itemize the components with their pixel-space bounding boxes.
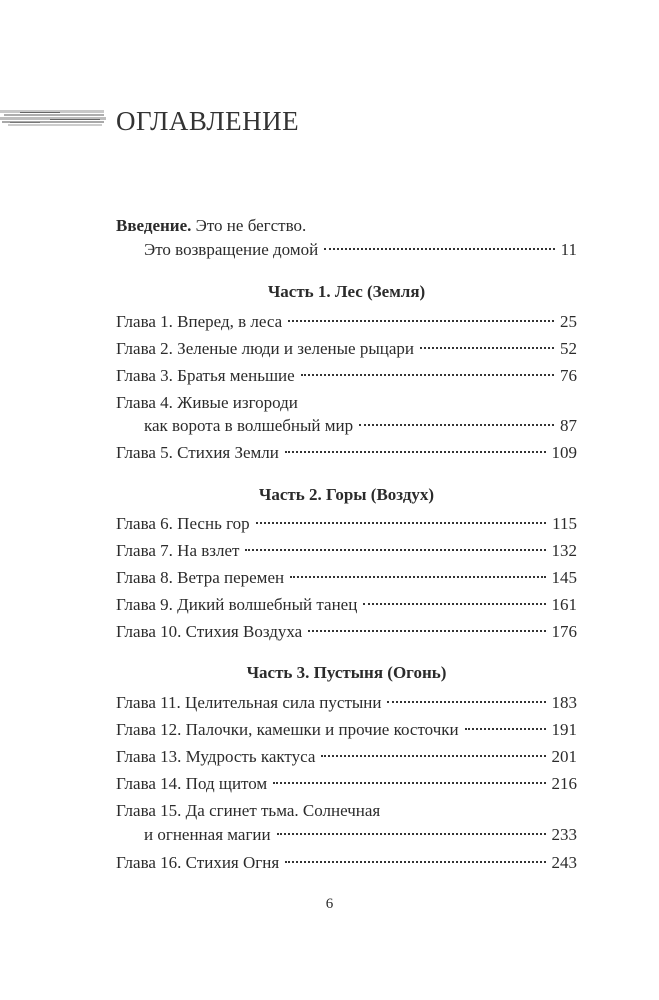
dot-leader — [359, 424, 554, 426]
intro-line-1[interactable] — [116, 216, 577, 238]
page-ref: 161 — [551, 595, 577, 614]
dot-leader — [277, 833, 546, 835]
page-ref: 132 — [551, 541, 577, 560]
dot-leader — [363, 603, 545, 605]
chapter-title-2: и огненная магии — [144, 825, 271, 844]
toc-entry[interactable] — [116, 774, 577, 796]
chapter-title: Глава 3. Братья меньшие — [116, 366, 295, 385]
toc-entry-line-2[interactable] — [116, 825, 577, 847]
toc-entry[interactable] — [116, 568, 577, 590]
toc-entry[interactable] — [116, 339, 577, 361]
toc-entry-line-1[interactable] — [116, 393, 577, 415]
dot-leader — [387, 701, 545, 703]
part-heading: Часть 2. Горы (Воздух) — [258, 485, 435, 504]
dot-leader — [290, 576, 545, 578]
toc-entry[interactable] — [116, 747, 577, 769]
dot-leader — [301, 374, 554, 376]
toc-entry[interactable] — [116, 514, 577, 536]
chapter-title: Глава 5. Стихия Земли — [116, 443, 279, 462]
page-number: 6 — [325, 896, 334, 912]
chapter-title: Глава 6. Песнь гор — [116, 514, 250, 533]
dot-leader — [321, 755, 545, 757]
page-ref: 109 — [551, 443, 577, 462]
page-ref: 115 — [552, 514, 577, 533]
part-heading: Часть 1. Лес (Земля) — [267, 282, 426, 301]
chapter-title: Глава 16. Стихия Огня — [116, 853, 280, 872]
dot-leader — [285, 451, 546, 453]
chapter-title: Глава 1. Вперед, в леса — [116, 312, 283, 331]
page-ref: 25 — [560, 312, 577, 331]
page-ref: 11 — [560, 240, 577, 259]
toc-entry[interactable] — [116, 622, 577, 644]
dot-leader — [245, 549, 545, 551]
dot-leader — [324, 248, 554, 250]
toc-entry[interactable] — [116, 541, 577, 563]
part-heading: Часть 3. Пустыня (Огонь) — [246, 663, 447, 682]
chapter-title: Глава 15. Да сгинет тьма. Солнечная — [116, 801, 381, 820]
toc-entry[interactable] — [116, 443, 577, 465]
intro-bold: Введение. — [116, 216, 192, 235]
chapter-title: Глава 2. Зеленые люди и зеленые рыцари — [116, 339, 415, 358]
toc-entry[interactable] — [116, 312, 577, 334]
dot-leader — [273, 782, 545, 784]
dot-leader — [285, 861, 545, 863]
page-ref: 233 — [551, 825, 577, 844]
dot-leader — [420, 347, 554, 349]
page-ref: 183 — [551, 693, 577, 712]
toc-entry[interactable] — [116, 366, 577, 388]
chapter-title: Глава 13. Мудрость кактуса — [116, 747, 316, 766]
toc-entry[interactable] — [116, 720, 577, 742]
page-ref: 243 — [551, 853, 577, 872]
dot-leader — [308, 630, 545, 632]
page-ref: 145 — [551, 568, 577, 587]
toc-entry[interactable] — [116, 693, 577, 715]
toc-heading: ОГЛАВЛЕНИЕ — [116, 106, 300, 136]
page-ref: 52 — [560, 339, 577, 358]
chapter-title: Глава 9. Дикий волшебный танец — [116, 595, 358, 614]
dot-leader — [288, 320, 554, 322]
page-ref: 201 — [551, 747, 577, 766]
page-ref: 76 — [560, 366, 577, 385]
toc-entry[interactable] — [116, 595, 577, 617]
toc-entry-line-1[interactable] — [116, 801, 577, 823]
page-ref: 216 — [551, 774, 577, 793]
page-ref: 176 — [551, 622, 577, 641]
toc-entry-line-2[interactable] — [116, 416, 577, 438]
brush-stroke-decoration — [0, 104, 106, 132]
chapter-title: Глава 12. Палочки, камешки и прочие косточки — [116, 720, 459, 739]
page-ref: 87 — [560, 416, 577, 435]
dot-leader — [256, 522, 547, 524]
dot-leader — [465, 728, 546, 730]
chapter-title: Глава 7. На взлет — [116, 541, 240, 560]
intro-title: Это не бегство. — [195, 216, 307, 235]
chapter-title: Глава 8. Ветра перемен — [116, 568, 285, 587]
intro-line-2[interactable] — [116, 240, 577, 262]
chapter-title: Глава 11. Целительная сила пустыни — [116, 693, 382, 712]
chapter-title: Глава 4. Живые изгороди — [116, 393, 298, 412]
chapter-title-2: как ворота в волшебный мир — [144, 416, 354, 435]
toc-entry[interactable] — [116, 853, 577, 875]
chapter-title: Глава 14. Под щитом — [116, 774, 268, 793]
page-ref: 191 — [551, 720, 577, 739]
chapter-title: Глава 10. Стихия Воздуха — [116, 622, 303, 641]
intro-title-2: Это возвращение домой — [144, 240, 319, 259]
